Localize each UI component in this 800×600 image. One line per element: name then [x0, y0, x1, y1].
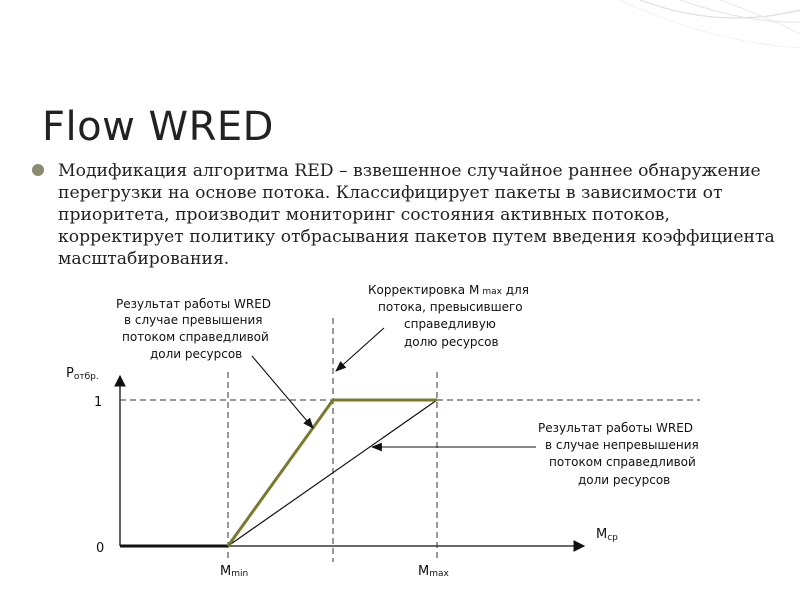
note-correction-line: Корректировка M max для — [368, 283, 529, 297]
note-exceed-line: доли ресурсов — [150, 347, 243, 361]
y-tick-one: 1 — [94, 395, 103, 410]
note-correction-line: справедливую — [404, 317, 496, 331]
note-exceed-line: в случае превышения — [124, 313, 263, 327]
note-not-exceed-line: доли ресурсов — [578, 473, 671, 487]
note-correction-line: потока, превысившего — [378, 300, 523, 314]
note-not-exceed-line: в случае непревышения — [545, 438, 699, 452]
slide-title: Flow WRED — [42, 104, 274, 150]
note-exceed-line: потоком справедливой — [122, 330, 269, 344]
note-not-exceed-line: потоком справедливой — [549, 455, 696, 469]
bullet-text: Модификация алгоритма RED – взвешенное случайное раннее обнаружение перегрузки на основе потока. Классифицирует пакеты в зависимости от приоритета, производит мониторинг состояния активных потоков, корректирует политику отбрасывания пакетов путем введения коэффициента масштабирования. — [58, 161, 775, 269]
y-axis-label: Pотбр. — [66, 366, 99, 382]
note-correction — [336, 283, 529, 371]
x-tick-mmax: Mmax — [418, 564, 449, 579]
x-tick-mmin: Mmin — [220, 564, 249, 579]
note-correction-pointer — [336, 328, 384, 371]
note-not-exceed-line: Результат работы WRED — [538, 421, 694, 435]
note-exceed-pointer — [252, 356, 313, 428]
note-correction-line: долю ресурсов — [404, 335, 499, 349]
x-axis-label: Mср — [596, 527, 618, 543]
note-exceed — [116, 297, 313, 428]
note-exceed-line: Результат работы WRED — [116, 297, 272, 311]
y-tick-zero: 0 — [96, 541, 105, 556]
note-not-exceed — [372, 421, 699, 487]
